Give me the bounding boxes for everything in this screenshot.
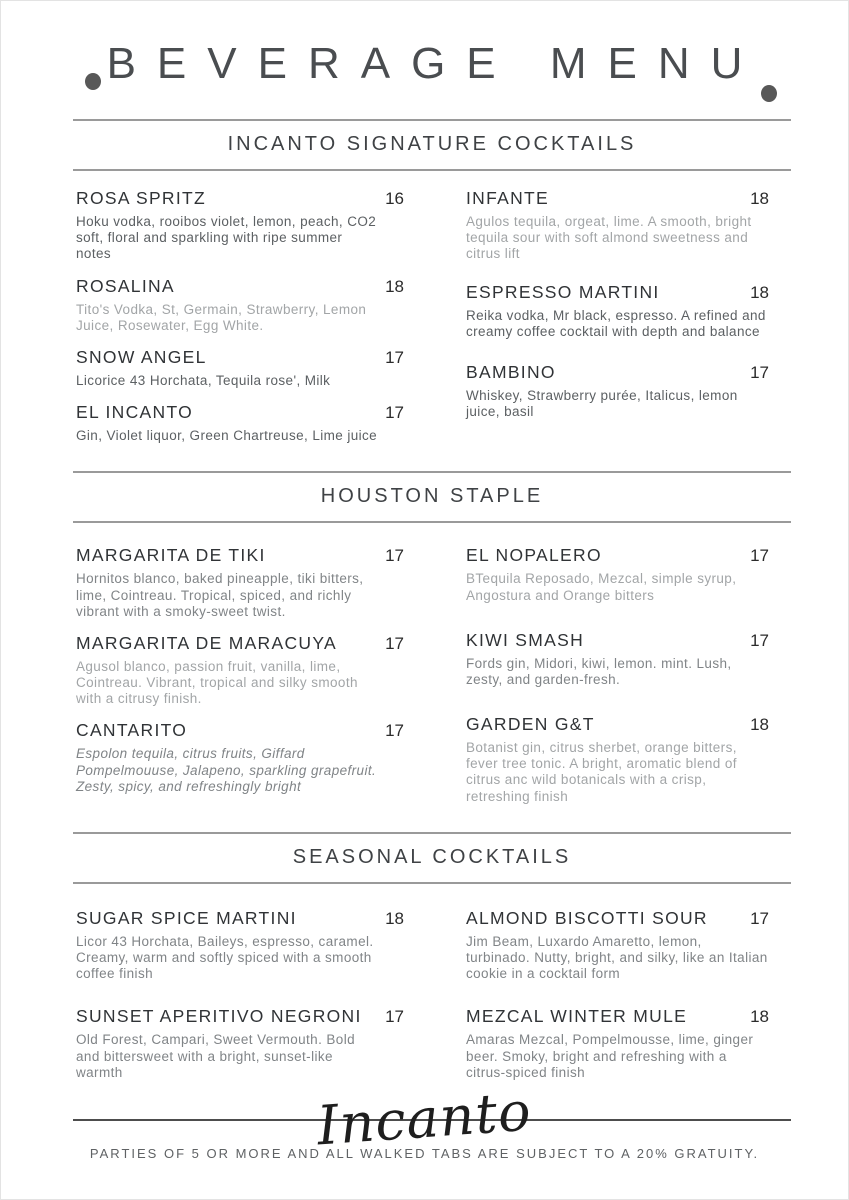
item-description: Licorice 43 Horchata, Tequila rose', Milk	[76, 372, 331, 388]
item-price: 17	[385, 546, 404, 566]
menu-item	[76, 402, 404, 444]
item-name: SUGAR SPICE MARTINI	[76, 907, 297, 928]
item-name: ESPRESSO MARTINI	[466, 281, 660, 302]
item-price: 18	[385, 908, 404, 928]
section-column-right	[466, 545, 794, 818]
menu-item	[76, 347, 404, 389]
item-price: 18	[750, 1007, 769, 1027]
item-description: Espolon tequila, citrus fruits, Giffard Pompelmouuse, Jalapeno, sparkling grapefruit. Zesty, spicy, and refreshingly bright	[76, 746, 377, 794]
item-description: BTequila Reposado, Mezcal, simple syrup, Angostura and Orange bitters	[466, 571, 737, 603]
item-description: Hornitos blanco, baked pineapple, tiki bitters, lime, Cointreau. Tropical, spiced, and richly vibrant with a smoky-sweet twist.	[76, 571, 364, 619]
item-name: BAMBINO	[466, 361, 556, 382]
masthead	[1, 1, 848, 89]
decorative-dot-left	[85, 73, 101, 90]
item-name: EL NOPALERO	[466, 545, 602, 566]
item-description: Gin, Violet liquor, Green Chartreuse, Lime juice	[76, 428, 378, 444]
item-price: 17	[750, 362, 769, 382]
item-name: MARGARITA DE TIKI	[76, 545, 266, 566]
section-header: SEASONAL COCKTAILS	[292, 845, 572, 868]
menu-item	[76, 188, 404, 263]
item-name: ROSALINA	[76, 275, 175, 296]
item-description: Fords gin, Midori, kiwi, lemon. mint. Lush, zesty, and garden-fresh.	[466, 655, 732, 687]
item-description: Agulos tequila, orgeat, lime. A smooth, bright tequila sour with soft almond sweetness and citrus lift	[466, 214, 752, 262]
item-description: Agusol blanco, passion fruit, vanilla, lime, Cointreau. Vibrant, tropical and silky smooth with a citrusy finish.	[76, 658, 358, 707]
menu-item	[466, 362, 794, 420]
menu-item	[466, 188, 794, 263]
menu-item	[76, 633, 404, 708]
item-description: Reika vodka, Mr black, espresso. A refined and creamy coffee cocktail with depth and balance	[466, 307, 766, 339]
section-column-left	[76, 908, 404, 1105]
item-name: ROSA SPRITZ	[76, 188, 207, 208]
menu-item	[76, 276, 404, 334]
item-price: 16	[385, 189, 404, 208]
item-price: 17	[385, 1007, 404, 1027]
section-houston-staple	[73, 471, 791, 832]
menu-item	[76, 545, 404, 620]
item-description: Amaras Mezcal, Pompelmousse, lime, ginger beer. Smoky, bright and refreshing with a citrus-spiced finish	[466, 1032, 754, 1080]
gratuity-note: PARTIES OF 5 OR MORE AND ALL WALKED TABS ARE SUBJECT TO A 20% GRATUITY.	[89, 1146, 760, 1161]
item-name: INFANTE	[466, 188, 549, 208]
item-description: Old Forest, Campari, Sweet Vermouth. Bold and bittersweet with a bright, sunset-like warmth	[76, 1032, 356, 1080]
item-name: MEZCAL WINTER MULE	[466, 1006, 688, 1027]
decorative-dot-right	[761, 85, 777, 102]
item-price: 17	[385, 633, 404, 653]
item-name: GARDEN G&T	[466, 714, 595, 735]
item-price: 17	[385, 721, 404, 741]
item-price: 17	[385, 403, 404, 423]
section-header: HOUSTON STAPLE	[320, 485, 544, 508]
brand-signature: Incanto	[315, 1079, 534, 1158]
item-price: 17	[750, 630, 769, 650]
item-name: MARGARITA DE MARACUYA	[76, 632, 337, 653]
section-header: INCANTO SIGNATURE COCKTAILS	[227, 133, 637, 155]
section-seasonal-cocktails	[73, 832, 791, 1121]
item-price: 18	[750, 282, 769, 302]
menu-item	[466, 714, 794, 805]
section-column-right	[466, 908, 794, 1105]
item-price: 18	[750, 189, 769, 208]
section-column-left	[76, 545, 404, 818]
footer	[1, 1079, 848, 1161]
menu-item	[76, 720, 404, 795]
menu-title: BEVERAGE MENU	[106, 39, 764, 88]
item-name: CANTARITO	[76, 720, 188, 741]
item-description: Licor 43 Horchata, Baileys, espresso, caramel. Creamy, warm and softly spiced with a smooth coffee finish	[76, 933, 374, 982]
menu-item	[466, 908, 794, 983]
item-name: KIWI SMASH	[466, 629, 585, 650]
menu-item	[76, 1006, 404, 1081]
item-name: SNOW ANGEL	[76, 346, 207, 367]
item-price: 18	[385, 276, 404, 296]
section-column-right	[466, 188, 794, 457]
menu-item	[466, 282, 794, 340]
section-signature-cocktails	[73, 119, 791, 471]
item-description: Botanist gin, citrus sherbet, orange bitters, fever tree tonic. A bright, aromatic blend of citrus anc wild botanicals with a crisp, retreshing finish	[466, 740, 737, 804]
menu-item	[76, 908, 404, 983]
item-name: EL INCANTO	[76, 402, 194, 423]
menu-item	[466, 1006, 794, 1081]
item-price: 17	[750, 546, 769, 566]
item-price: 18	[750, 715, 769, 735]
section-column-left	[76, 188, 404, 457]
item-price: 17	[385, 347, 404, 367]
item-name: ALMOND BISCOTTI SOUR	[466, 907, 708, 928]
menu-item	[466, 630, 794, 688]
item-price: 17	[750, 908, 769, 928]
item-description: Hoku vodka, rooibos violet, lemon, peach, CO2 soft, floral and sparkling with ripe summer notes	[76, 214, 377, 262]
menu-item	[466, 545, 794, 603]
item-description: Whiskey, Strawberry purée, Italicus, lemon juice, basil	[466, 387, 738, 420]
item-description: Tito's Vodka, St, Germain, Strawberry, Lemon Juice, Rosewater, Egg White.	[76, 301, 367, 333]
item-description: Jim Beam, Luxardo Amaretto, lemon, turbinado. Nutty, bright, and silky, like an Italian cookie in a cocktail form	[466, 933, 768, 982]
menu-content	[73, 119, 791, 1121]
item-name: SUNSET APERITIVO NEGRONI	[76, 1006, 362, 1027]
